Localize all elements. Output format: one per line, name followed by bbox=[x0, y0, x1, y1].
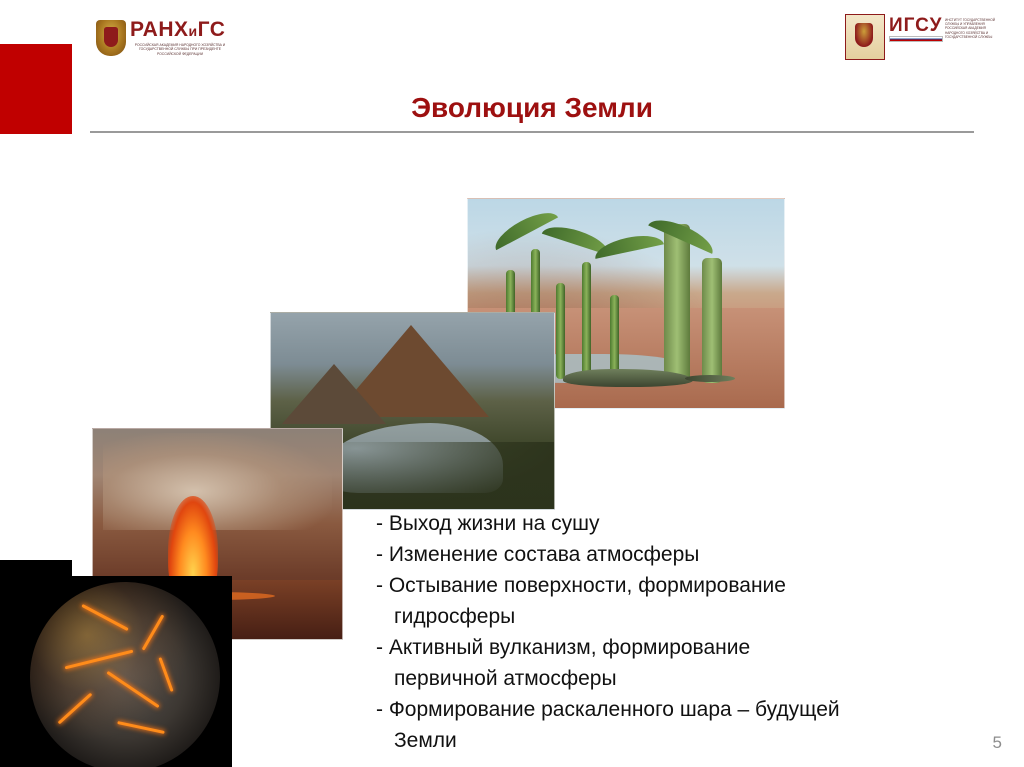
list-item: Земли bbox=[394, 729, 457, 752]
plants-stalk-4 bbox=[582, 262, 591, 379]
planet-crack-2 bbox=[65, 650, 134, 670]
molten-planet-globe bbox=[30, 582, 220, 767]
planet-crack-6 bbox=[118, 721, 166, 734]
list-item: - Формирование раскаленного шара – будущей bbox=[376, 698, 840, 721]
plants-lizard bbox=[563, 369, 693, 387]
volcano-smoke bbox=[103, 433, 332, 530]
page-title: Эволюция Земли bbox=[411, 92, 653, 123]
plants-trunk-1 bbox=[664, 224, 690, 383]
plants-stalk-5 bbox=[610, 295, 619, 379]
ranepa-logo bbox=[96, 18, 231, 76]
flag-stripe-icon bbox=[889, 36, 943, 42]
ranepa-logo-wordmark: РАНХиГС bbox=[130, 18, 226, 41]
planet-crack-3 bbox=[107, 671, 160, 708]
list-item: - Активный вулканизм, формирование bbox=[376, 636, 751, 659]
plants-stalk-3 bbox=[556, 283, 565, 379]
ranepa-logo-subtitle: РОССИЙСКАЯ АКАДЕМИЯ НАРОДНОГО ХОЗЯЙСТВА И ГОСУДАРСТВЕННОЙ СЛУЖБЫ ПРИ ПРЕЗИДЕНТЕ РОССИЙСКОЙ ФЕДЕРАЦИИ bbox=[134, 43, 226, 56]
title-divider bbox=[90, 131, 974, 133]
mountain-peak-secondary bbox=[282, 364, 386, 424]
list-item: - Выход жизни на сушу bbox=[376, 512, 600, 535]
planet-crack-4 bbox=[57, 693, 92, 725]
igsu-logo-subtitle: ИНСТИТУТ ГОСУДАРСТВЕННОЙ СЛУЖБЫ И УПРАВЛЕНИЯ РОССИЙСКАЯ АКАДЕМИЯ НАРОДНОГО ХОЗЯЙСТВА И ГОСУДАРСТВЕННОЙ СЛУЖБЫ bbox=[945, 18, 996, 39]
planet-crack-1 bbox=[82, 604, 129, 631]
decorative-red-block bbox=[0, 44, 72, 134]
ranepa-crest-icon bbox=[96, 20, 126, 56]
list-item: - Изменение состава атмосферы bbox=[376, 543, 700, 566]
igsu-logo bbox=[845, 14, 997, 68]
image-molten-planet bbox=[14, 576, 232, 767]
page-number: 5 bbox=[992, 733, 1002, 752]
plants-trunk-2 bbox=[702, 258, 722, 383]
list-item: гидросферы bbox=[394, 605, 516, 628]
igsu-logo-wordmark: ИГСУ bbox=[889, 15, 943, 36]
igsu-crest-icon bbox=[845, 14, 885, 60]
planet-crack-7 bbox=[158, 657, 173, 692]
list-item: первичной атмосферы bbox=[394, 667, 617, 690]
list-item: - Остывание поверхности, формирование bbox=[376, 574, 786, 597]
planet-crack-5 bbox=[141, 615, 164, 651]
bullet-list bbox=[376, 508, 996, 756]
